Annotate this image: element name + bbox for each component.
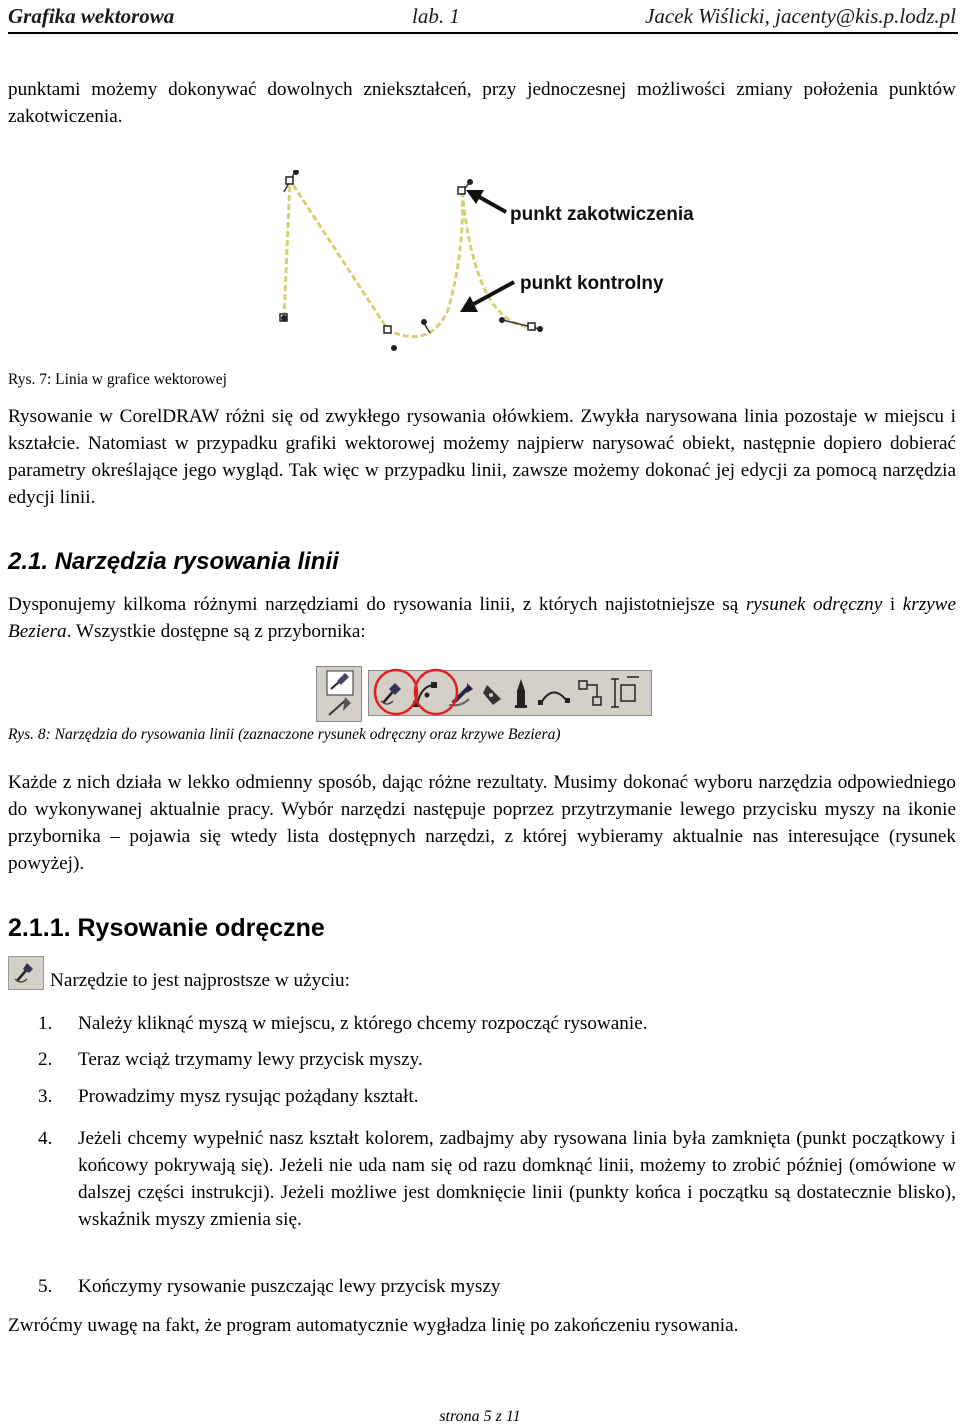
anchor-point-icon — [286, 177, 293, 184]
coreldraw-paragraph: Rysowanie w CorelDRAW różni się od zwykłego rysowania ołówkiem. Zwykła narysowana linia pozostaje w miejscu i kształcie. Natomiast w przypadku grafiki wektorowej możemy najpierw narysować obiekt, następnie dopiero dobierać parametry określające jego wygląd. Tak więc w przypadku linii, zawsze możemy dokonać jej edycji za pomocą narzędzia edycji linii. — [8, 406, 956, 508]
highlight-circles — [372, 666, 472, 720]
page-number: strona 5 z 11 — [439, 1408, 521, 1425]
dimension-tool-icon[interactable] — [611, 677, 639, 707]
header-rule — [8, 32, 958, 34]
steps-list: 1. Należy kliknąć myszą w miejscu, z którego chcemy rozpocząć rysowanie. 2. Teraz wciąż trzymamy lewy przycisk myszy. 3. Prowadzimy mysz rysując pożądany kształt. 4. Jeżeli chcemy wypełnić nasz kształt kolorem, zadbajmy aby rysowana linia była zamknięta (punkt początkowy i końcowy pokrywają się). Jeżeli nie uda nam się od razu domknąć linii, możemy to zrobić później (omówione w dalszej części instrukcji). Jeżeli możliwe jest domknięcie linii (punkty końca i początku są dostatecznie blisko), wskaźnik myszy zmienia się. 5. Kończymy rysowanie puszczając lewy przycisk myszy — [38, 1013, 956, 1297]
intro-paragraph: punktami możemy dokonywać dowolnych zniekształceń, przy jednoczesnej możliwości zmiany położenia punktów zakotwiczenia. — [8, 79, 956, 127]
anchor-point-icon — [458, 187, 465, 194]
polyline-tool-icon[interactable] — [515, 679, 527, 708]
section-title-2-1: 2.1. Narzędzia rysowania linii — [8, 548, 339, 575]
pen-tool-icon[interactable] — [483, 685, 501, 705]
control-point-icon — [391, 345, 397, 351]
vector-line-figure — [270, 170, 730, 360]
three-point-curve-tool-icon[interactable] — [538, 692, 570, 705]
connector-tool-icon[interactable] — [579, 681, 601, 705]
figure-8-caption: Rys. 8: Narzędzia do rysowania linii (zaznaczone rysunek odręczny oraz krzywe Beziera) — [8, 726, 561, 743]
header-author: Jacek Wiślicki, jacenty@kis.p.lodz.pl — [645, 4, 956, 28]
section-2-1-paragraph: Dysponujemy kilkoma różnymi narzędziami do rysowania linii, z których najistotniejsze są rysunek odręczny i krzywe Beziera. Wszystkie dostępne są z przybornika: — [8, 594, 956, 642]
highlight-bezier-circle — [415, 670, 457, 714]
anchor-point-icon — [528, 323, 535, 330]
anchor-point-icon — [384, 326, 391, 333]
label-anchor-point: punkt zakotwiczenia — [510, 204, 694, 225]
closing-paragraph: Zwróćmy uwagę na fakt, że program automatycznie wygładza linię po zakończeniu rysowania. — [8, 1315, 739, 1336]
control-point-icon — [421, 319, 427, 325]
label-control-point: punkt kontrolny — [520, 273, 664, 294]
control-point-icon — [281, 315, 287, 321]
header-lab: lab. 1 — [412, 4, 460, 28]
control-point-icon — [467, 179, 473, 185]
control-point-icon — [499, 317, 505, 323]
section-title-2-1-1: 2.1.1. Rysowanie odręczne — [8, 914, 325, 942]
highlight-freehand-circle — [375, 670, 417, 714]
toolbox-flyout — [316, 666, 362, 722]
header-title: Grafika wektorowa — [8, 4, 175, 28]
figure-7-caption: Rys. 7: Linia w grafice wektorowej — [8, 371, 227, 388]
tools-paragraph: Każde z nich działa w lekko odmienny sposób, dając różne rezultaty. Musimy dokonać wyboru narzędzia odpowiedniego do wykonywanej aktualnie pracy. Wybór narzędzi następuje poprzez przytrzymanie lewego przycisku myszy na ikonie przybornika – pojawia się wtedy lista dostępnych narzędzi, z której wybieramy aktualnie nas interesujące (rysunek powyżej). — [8, 772, 956, 874]
freehand-tool-icon — [8, 956, 44, 990]
toolbox-figure — [316, 666, 650, 720]
freehand-intro: Narzędzie to jest najprostsze w użyciu: — [50, 970, 350, 991]
arrow-icon — [470, 282, 514, 306]
control-point-icon — [537, 326, 543, 332]
